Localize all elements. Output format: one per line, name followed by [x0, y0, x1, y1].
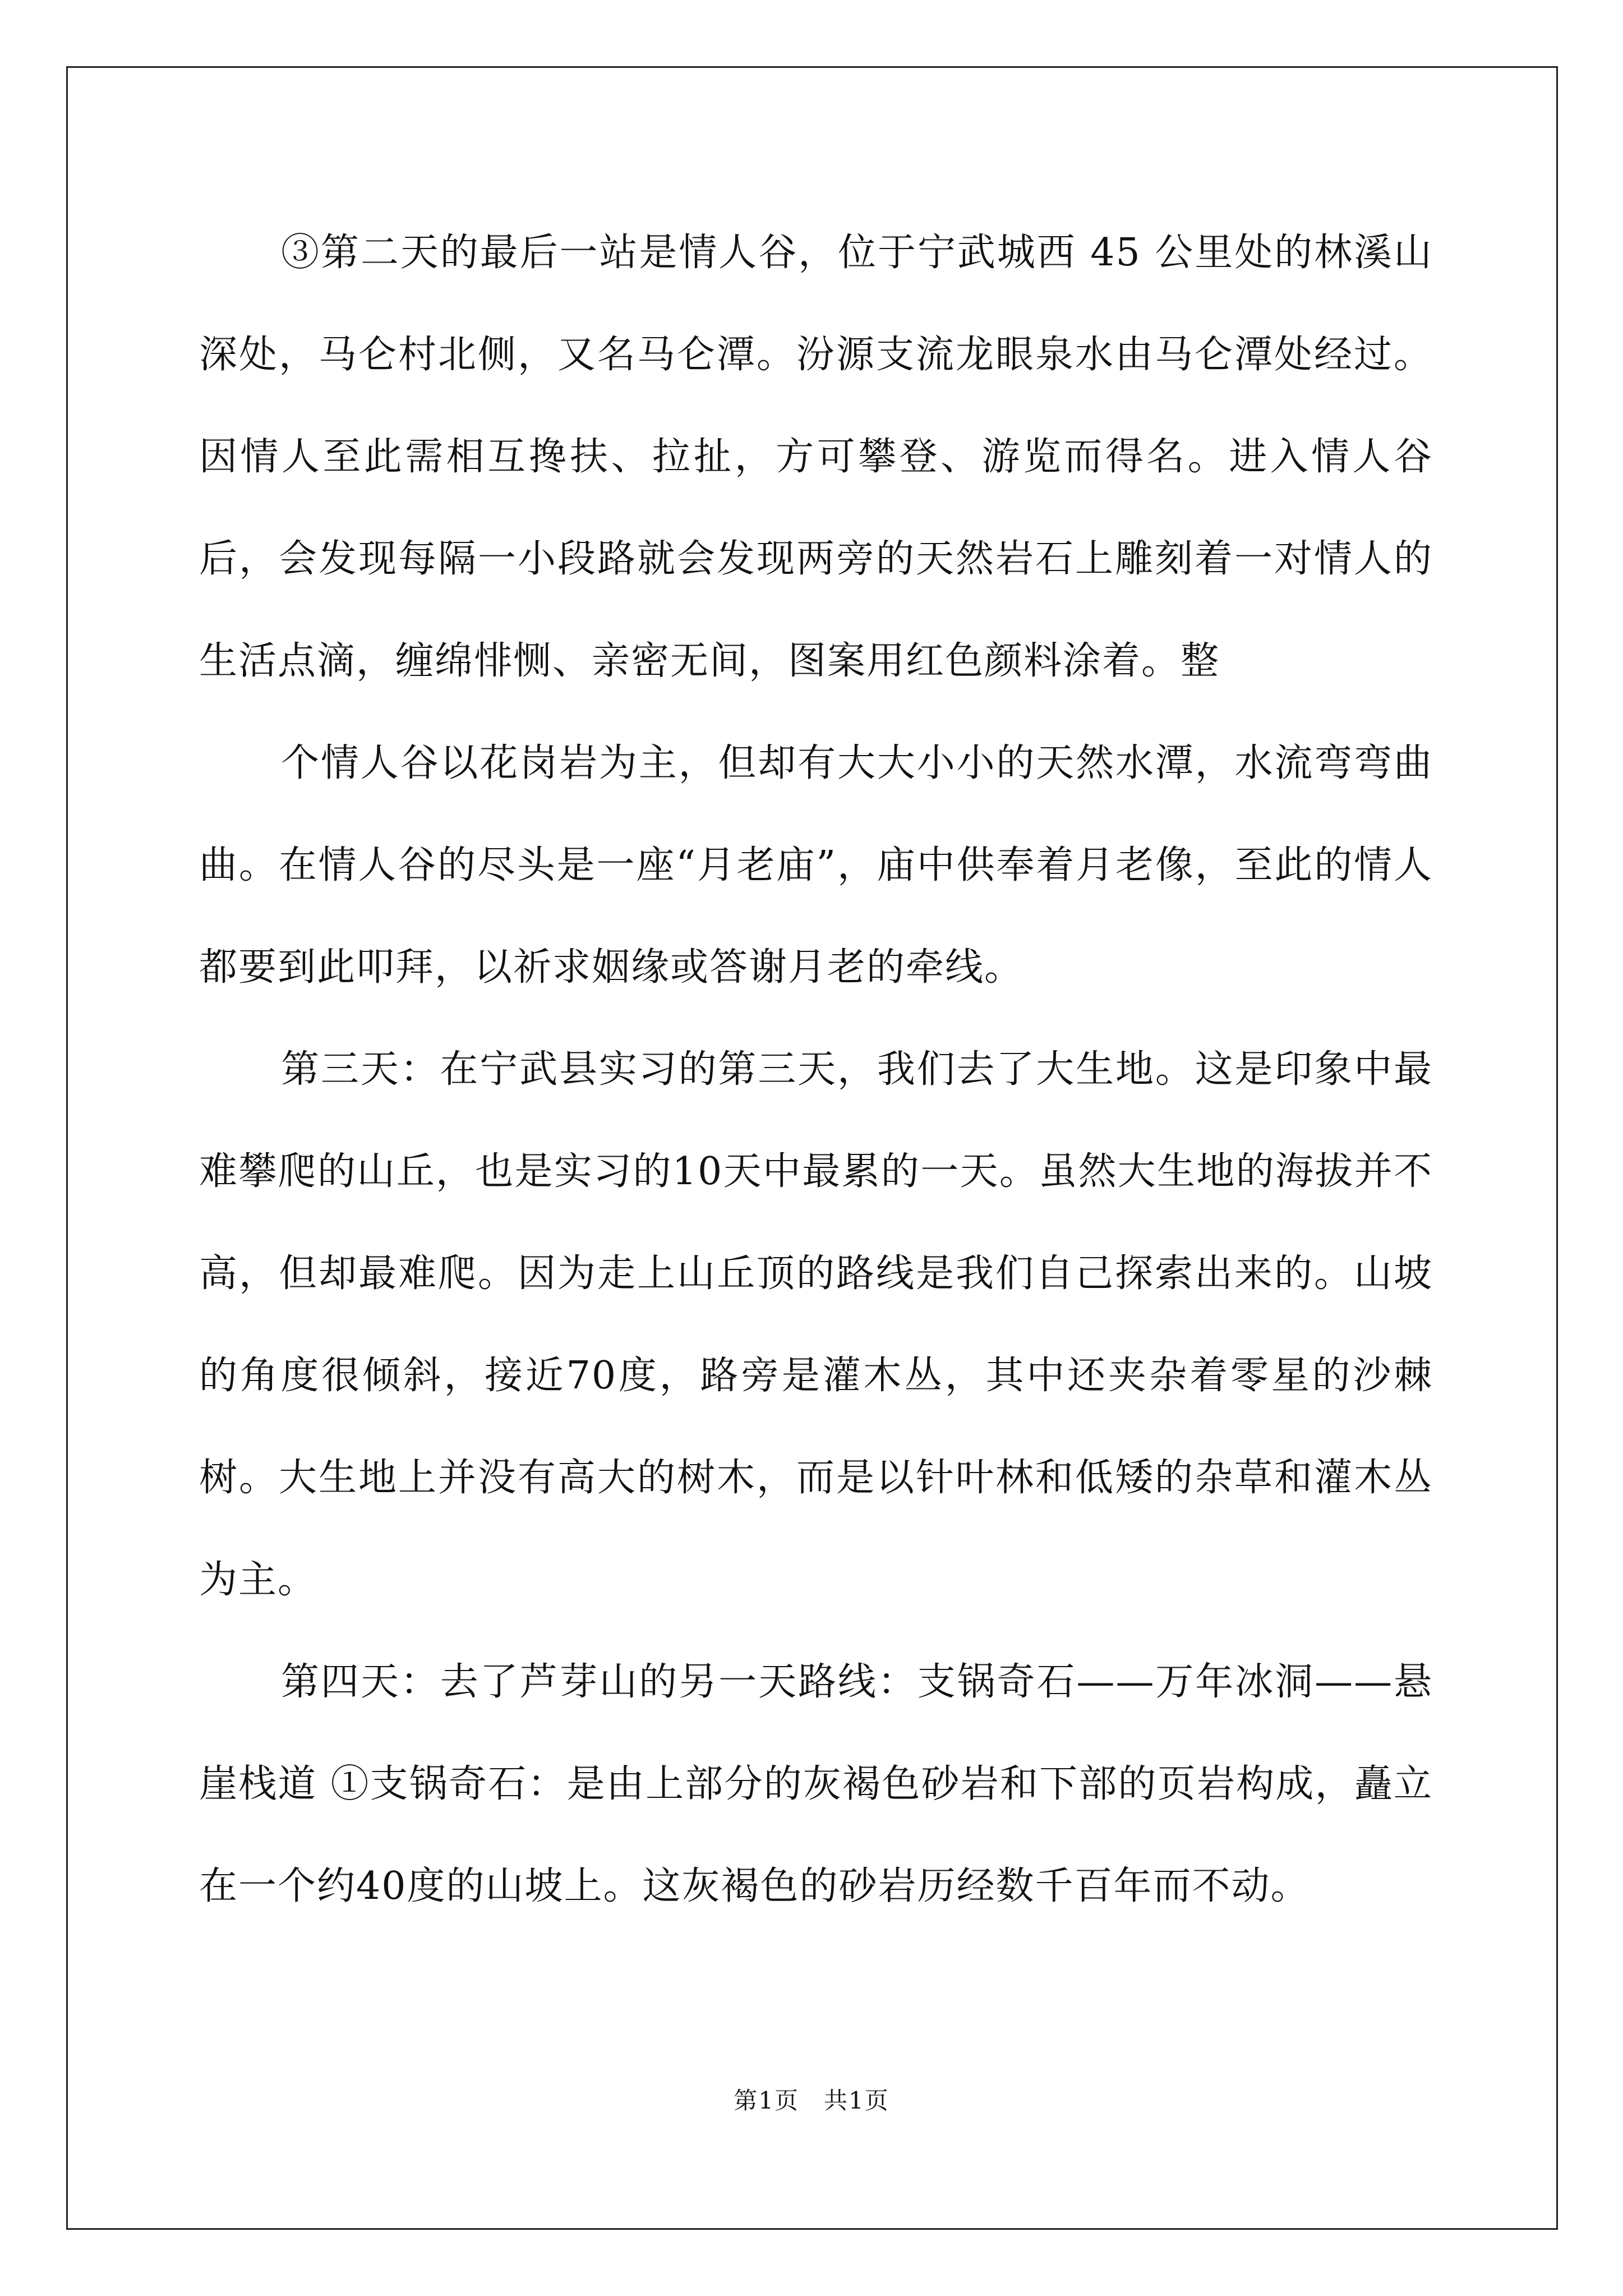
page-number-footer: 第1页 共1页: [734, 2087, 889, 2114]
paragraph-day4: 第四天：去了芦芽山的另一天路线：支锅奇石——万年冰洞——悬崖栈道 ①支锅奇石：是由上部分的灰褐色砂岩和下部的页岩构成，矗立在一个约40度的山坡上。这灰褐色的砂岩历经数千百年而不动。: [199, 1660, 1433, 1908]
paragraph-day3: 第三天：在宁武县实习的第三天，我们去了大生地。这是印象中最难攀爬的山丘，也是实习的10天中最累的一天。虽然大生地的海拔并不高，但却最难爬。因为走上山丘顶的路线是我们自己探索出来的。山坡的角度很倾斜，接近70度，路旁是灌木丛，其中还夹杂着零星的沙棘树。大生地上并没有高大的树木，而是以针叶林和低矮的杂草和灌木丛为主。: [199, 1047, 1433, 1602]
paragraph-valley-continued: 个情人谷以花岗岩为主，但却有大大小小的天然水潭，水流弯弯曲曲。在情人谷的尽头是一座“月老庙”，庙中供奉着月老像，至此的情人都要到此叩拜，以祈求姻缘或答谢月老的牵线。: [199, 741, 1433, 990]
document-body: [199, 202, 1433, 1938]
paragraph-day2-valley: ③第二天的最后一站是情人谷，位于宁武城西 45 公里处的林溪山深处，马仑村北侧，又名马仑潭。汾源支流龙眼泉水由马仑潭处经过。因情人至此需相互搀扶、拉扯，方可攀登、游览而得名。进入情人谷后，会发现每隔一小段路就会发现两旁的天然岩石上雕刻着一对情人的生活点滴，缠绵悱恻、亲密无间，图案用红色颜料涂着。整: [199, 231, 1433, 683]
